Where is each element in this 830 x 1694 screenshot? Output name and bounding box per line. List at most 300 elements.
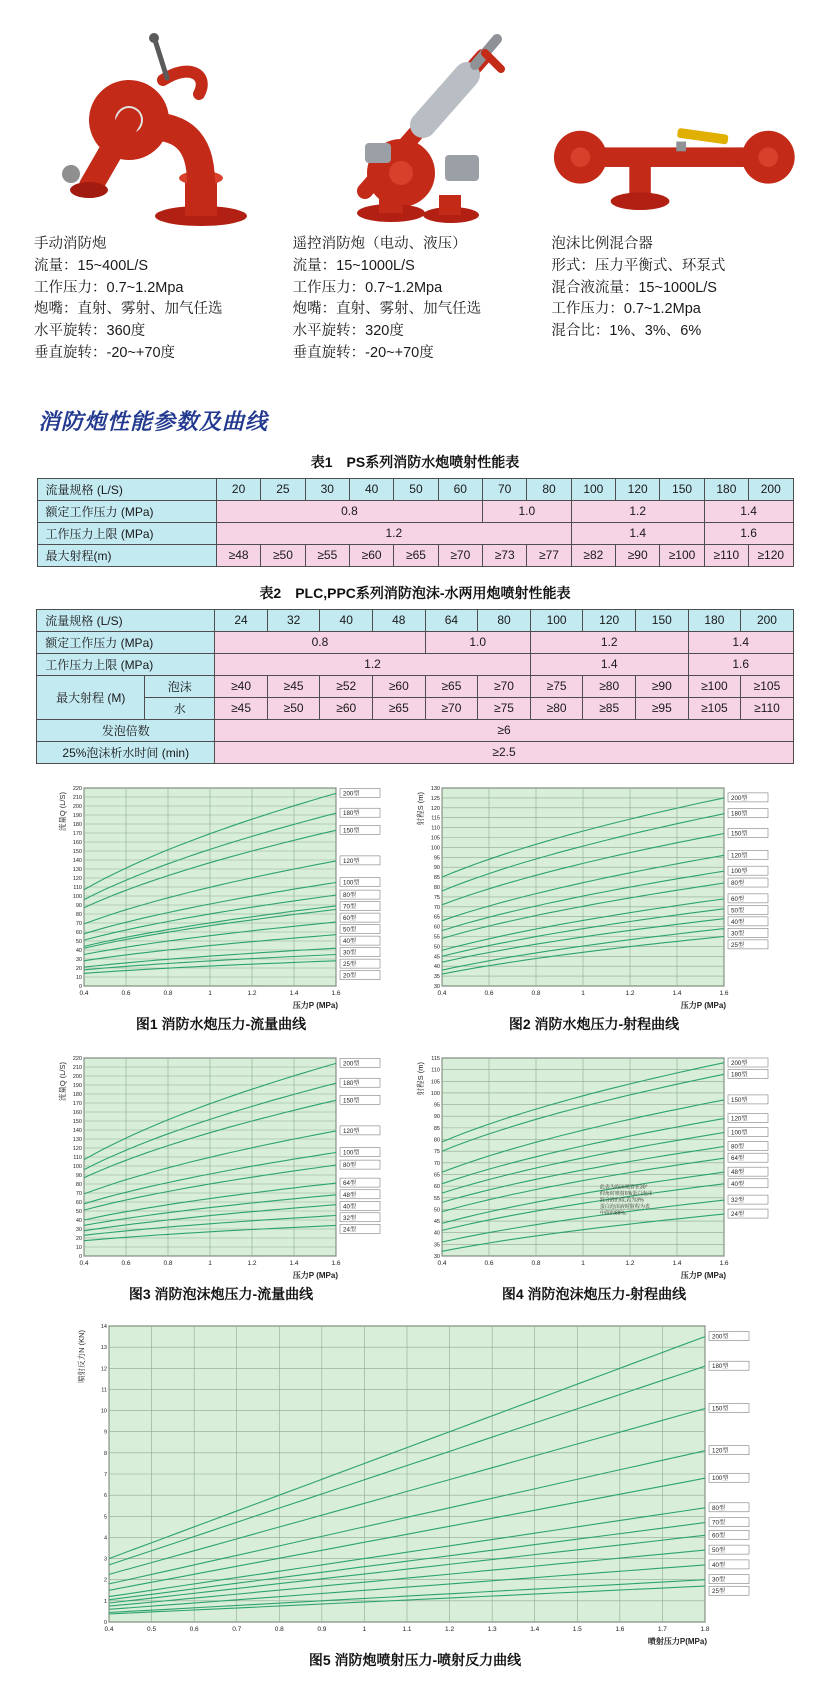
product-name: 手动消防炮: [34, 236, 107, 252]
svg-text:1.6: 1.6: [719, 989, 729, 997]
table-cell: ≥120: [749, 544, 793, 566]
svg-text:115: 115: [431, 815, 440, 822]
svg-text:1.2: 1.2: [247, 989, 257, 997]
svg-text:180: 180: [72, 821, 82, 828]
product-foam-proportioner: [551, 26, 796, 365]
svg-text:8: 8: [103, 1450, 107, 1457]
svg-text:80型: 80型: [731, 879, 745, 887]
svg-text:0: 0: [103, 1619, 107, 1626]
svg-text:1: 1: [208, 989, 212, 997]
table-cell: 100: [571, 478, 615, 500]
svg-text:45: 45: [433, 953, 440, 960]
table-cell: ≥100: [660, 544, 704, 566]
svg-text:1.4: 1.4: [672, 1259, 682, 1267]
table-cell: 1.6: [704, 522, 793, 544]
svg-text:60型: 60型: [731, 895, 745, 903]
svg-text:喷射反力N (KN): 喷射反力N (KN): [77, 1329, 86, 1383]
svg-text:70型: 70型: [712, 1519, 726, 1527]
table-cell: 1.4: [530, 653, 688, 675]
svg-text:70型: 70型: [343, 903, 357, 911]
svg-text:30: 30: [433, 1253, 440, 1260]
svg-text:1.5: 1.5: [572, 1625, 582, 1633]
svg-text:1.4: 1.4: [289, 1259, 299, 1267]
table-cell: 最大射程 (M): [37, 675, 145, 719]
table-cell: ≥55: [305, 544, 349, 566]
svg-text:1.1: 1.1: [402, 1625, 412, 1633]
svg-text:0: 0: [78, 983, 82, 990]
table-cell: 泡沫: [145, 675, 215, 697]
svg-text:0.6: 0.6: [121, 989, 131, 997]
svg-text:30: 30: [433, 983, 440, 990]
svg-text:70: 70: [75, 1190, 82, 1197]
charts-row-3: [0, 1318, 830, 1670]
svg-text:60: 60: [75, 929, 82, 936]
svg-text:80型: 80型: [343, 891, 357, 899]
svg-text:3: 3: [103, 1556, 107, 1563]
svg-text:170: 170: [72, 1100, 82, 1107]
table-cell: 1.4: [571, 522, 704, 544]
svg-text:140: 140: [72, 1127, 82, 1134]
svg-text:70: 70: [433, 1160, 440, 1167]
svg-text:48型: 48型: [343, 1191, 357, 1199]
table-cell: 流量规格 (L/S): [37, 609, 215, 631]
svg-text:85: 85: [433, 874, 440, 881]
svg-text:55: 55: [433, 1195, 440, 1202]
svg-text:0.6: 0.6: [484, 989, 494, 997]
product-spec-line: 炮嘴：直射、雾射、加气任选: [34, 301, 223, 318]
svg-text:80: 80: [433, 1137, 440, 1144]
table-cell: 工作压力上限 (MPa): [37, 653, 215, 675]
table1-water-monitor-performance: [0, 478, 830, 567]
svg-text:150: 150: [72, 848, 82, 855]
table-cell: ≥95: [635, 697, 688, 719]
table-cell: 100: [530, 609, 583, 631]
svg-text:120: 120: [430, 805, 440, 812]
svg-text:90: 90: [433, 1113, 440, 1120]
svg-text:35: 35: [433, 1241, 440, 1248]
table-row: [37, 522, 793, 544]
svg-text:200: 200: [72, 1073, 82, 1080]
svg-text:1.6: 1.6: [615, 1625, 625, 1633]
svg-text:1.7: 1.7: [657, 1625, 667, 1633]
svg-text:90: 90: [75, 902, 82, 909]
table-cell: ≥60: [349, 544, 393, 566]
svg-text:1.6: 1.6: [331, 1259, 341, 1267]
svg-text:25型: 25型: [712, 1587, 726, 1595]
svg-text:40型: 40型: [712, 1561, 726, 1569]
table-cell: ≥45: [267, 675, 320, 697]
figure-4: [414, 1050, 774, 1304]
svg-text:此表为泡沫喷管在30°: 此表为泡沫喷管在30°: [599, 1184, 648, 1191]
svg-text:0.4: 0.4: [437, 989, 447, 997]
figure-5: [75, 1318, 755, 1670]
svg-text:25型: 25型: [731, 941, 745, 949]
product-specs: [551, 256, 796, 343]
table-cell: ≥52: [320, 675, 373, 697]
svg-text:40: 40: [433, 963, 440, 970]
table-cell: ≥70: [425, 697, 478, 719]
svg-text:0.8: 0.8: [531, 1259, 541, 1267]
svg-text:190: 190: [72, 1082, 82, 1089]
svg-text:160: 160: [72, 1109, 82, 1116]
table-row: [37, 631, 794, 653]
svg-text:中值的88%。: 中值的88%。: [599, 1210, 630, 1217]
table-cell: ≥60: [373, 675, 426, 697]
svg-text:150型: 150型: [731, 830, 748, 838]
svg-text:1.4: 1.4: [672, 989, 682, 997]
product-spec-line: 水平旋转：320度: [292, 323, 404, 339]
table-cell: ≥2.5: [215, 741, 794, 763]
table-cell: 80: [478, 609, 531, 631]
table-cell: 额定工作压力 (MPa): [37, 631, 215, 653]
section-title: 消防炮性能参数及曲线: [38, 408, 269, 434]
product-photo-remote-monitor: [293, 26, 538, 228]
svg-text:30: 30: [75, 956, 82, 963]
svg-text:25型: 25型: [343, 960, 357, 968]
product-spec-line: 流量：15~400L/S: [34, 257, 149, 274]
table-cell: ≥75: [478, 697, 531, 719]
product-name: 遥控消防炮（电动、液压）: [292, 236, 467, 252]
svg-text:1.2: 1.2: [625, 989, 635, 997]
svg-text:120型: 120型: [731, 1115, 748, 1123]
table-cell: 最大射程(m): [37, 544, 216, 566]
product-specs: [34, 256, 279, 365]
svg-text:24型: 24型: [343, 1225, 357, 1233]
product-spec-line: 工作压力：0.7~1.2Mpa: [551, 301, 701, 318]
table-cell: ≥48: [216, 544, 260, 566]
svg-text:40型: 40型: [731, 1180, 745, 1188]
svg-text:20: 20: [75, 965, 82, 972]
table-cell: 水: [145, 697, 215, 719]
svg-text:110: 110: [431, 1067, 440, 1074]
table-cell: 1.2: [216, 522, 571, 544]
svg-text:75: 75: [433, 1148, 440, 1155]
svg-text:120: 120: [72, 875, 82, 882]
svg-text:2: 2: [103, 1577, 107, 1584]
figure-2: [414, 780, 774, 1034]
table-row: [37, 741, 794, 763]
figure-5-caption: 图5 消防炮喷射压力-喷射反力曲线: [308, 1651, 522, 1668]
table-cell: ≥65: [425, 675, 478, 697]
svg-text:1.3: 1.3: [487, 1625, 497, 1633]
svg-text:48型: 48型: [731, 1168, 745, 1176]
charts-row-2: [0, 1050, 830, 1304]
table-cell: 发泡倍数: [37, 719, 215, 741]
svg-text:30: 30: [75, 1226, 82, 1233]
svg-text:30型: 30型: [731, 929, 745, 937]
svg-text:蛋白泡沫液时射程为表: 蛋白泡沫液时射程为表: [599, 1203, 650, 1210]
table-cell: 1.0: [425, 631, 530, 653]
svg-text:0.4: 0.4: [79, 1259, 89, 1267]
product-spec-line: 工作压力：0.7~1.2Mpa: [34, 279, 184, 296]
svg-text:50: 50: [433, 1206, 440, 1213]
svg-text:0.5: 0.5: [147, 1625, 157, 1633]
svg-text:40型: 40型: [343, 1202, 357, 1210]
chart-foam-pressure-range: [414, 1050, 774, 1282]
svg-text:1.2: 1.2: [247, 1259, 257, 1267]
table-cell: 32: [267, 609, 320, 631]
table-cell: 200: [749, 478, 793, 500]
svg-text:喷射压力P(MPa): 喷射压力P(MPa): [647, 1636, 707, 1646]
svg-text:100: 100: [72, 1163, 82, 1170]
svg-text:70: 70: [75, 920, 82, 927]
svg-text:210: 210: [72, 794, 82, 801]
table-cell: 180: [704, 478, 748, 500]
svg-text:130: 130: [430, 785, 440, 792]
svg-text:32型: 32型: [343, 1214, 357, 1222]
svg-text:20型: 20型: [343, 972, 357, 980]
svg-text:1: 1: [362, 1625, 367, 1633]
table-cell: 1.6: [688, 653, 793, 675]
svg-text:1.6: 1.6: [331, 989, 341, 997]
svg-text:150型: 150型: [731, 1096, 748, 1104]
product-spec-line: 混合比：1%、3%、6%: [551, 323, 702, 339]
svg-text:0.7: 0.7: [232, 1625, 242, 1633]
svg-text:30型: 30型: [712, 1576, 726, 1584]
svg-text:7: 7: [103, 1471, 107, 1478]
table-row: [37, 500, 793, 522]
svg-text:0: 0: [78, 1253, 82, 1260]
svg-text:64型: 64型: [731, 1154, 745, 1162]
svg-text:11: 11: [101, 1386, 107, 1393]
table-cell: 120: [583, 609, 636, 631]
svg-text:10: 10: [100, 1408, 107, 1415]
svg-text:9: 9: [103, 1429, 107, 1436]
svg-text:80型: 80型: [343, 1161, 357, 1169]
table-row: [37, 478, 793, 500]
svg-text:80: 80: [75, 1181, 82, 1188]
svg-text:50型: 50型: [731, 906, 745, 914]
table-cell: ≥73: [482, 544, 526, 566]
table-row: [37, 675, 794, 697]
product-spec-line: 水平旋转：360度: [34, 323, 146, 339]
svg-text:180型: 180型: [731, 810, 748, 818]
svg-text:105: 105: [430, 835, 440, 841]
svg-text:0.8: 0.8: [531, 989, 541, 997]
svg-text:14: 14: [100, 1323, 107, 1330]
table-cell: ≥75: [530, 675, 583, 697]
svg-text:200型: 200型: [731, 794, 748, 802]
chart-foam-pressure-flow: [56, 1050, 386, 1282]
svg-text:180型: 180型: [731, 1071, 748, 1078]
svg-text:1.4: 1.4: [530, 1625, 540, 1633]
table-cell: ≥70: [438, 544, 482, 566]
svg-text:6: 6: [103, 1492, 107, 1499]
product-remote-monitor: [293, 26, 538, 365]
table-cell: ≥100: [688, 675, 741, 697]
svg-text:40: 40: [75, 1217, 82, 1224]
svg-text:0.9: 0.9: [317, 1625, 327, 1633]
figure-2-caption: 图2 消防水炮压力-射程曲线: [508, 1015, 680, 1032]
svg-text:95: 95: [433, 1102, 440, 1109]
svg-text:120型: 120型: [343, 1127, 360, 1135]
foam-proportioner-illustration: [551, 103, 796, 228]
table-cell: ≥40: [215, 675, 268, 697]
figure-1-caption: 图1 消防水炮压力-流量曲线: [135, 1015, 307, 1032]
svg-text:压力P (MPa): 压力P (MPa): [680, 1270, 726, 1280]
svg-text:150: 150: [72, 1118, 82, 1125]
svg-text:1: 1: [103, 1598, 107, 1605]
svg-text:100: 100: [430, 1090, 440, 1097]
svg-text:200型: 200型: [731, 1059, 748, 1067]
table-cell: ≥90: [616, 544, 660, 566]
svg-text:50: 50: [433, 943, 440, 950]
table-cell: 0.8: [216, 500, 482, 522]
svg-text:200型: 200型: [712, 1333, 729, 1341]
svg-text:125: 125: [430, 795, 440, 802]
svg-text:190: 190: [72, 812, 82, 819]
svg-text:压力P (MPa): 压力P (MPa): [680, 1000, 726, 1010]
table1-title: 表1 PS系列消防水炮喷射性能表: [310, 453, 520, 470]
table-cell: ≥6: [215, 719, 794, 741]
svg-text:140: 140: [72, 857, 82, 864]
table-cell: ≥82: [571, 544, 615, 566]
svg-text:80: 80: [75, 911, 82, 918]
manual-monitor-illustration: [51, 28, 261, 228]
svg-text:1.2: 1.2: [445, 1625, 455, 1633]
table-row: [37, 609, 794, 631]
table-cell: 25%泡沫析水时间 (min): [37, 741, 215, 763]
svg-text:压力P (MPa): 压力P (MPa): [292, 1270, 338, 1280]
svg-text:0.8: 0.8: [274, 1625, 284, 1633]
svg-text:1.2: 1.2: [625, 1259, 635, 1267]
table-cell: ≥80: [530, 697, 583, 719]
svg-text:120型: 120型: [731, 851, 748, 859]
svg-text:170: 170: [72, 830, 82, 837]
table-cell: 80: [527, 478, 571, 500]
svg-text:射程S (m): 射程S (m): [416, 1061, 425, 1095]
svg-text:210: 210: [72, 1064, 82, 1071]
table-cell: 1.4: [704, 500, 793, 522]
product-name: 泡沫比例混合器: [551, 236, 653, 252]
table-cell: 1.2: [215, 653, 531, 675]
svg-text:220: 220: [72, 1055, 82, 1062]
table-cell: 工作压力上限 (MPa): [37, 522, 216, 544]
table2-foam-water-monitor-performance: [0, 609, 830, 764]
product-spec-line: 形式：压力平衡式、环泵式: [551, 257, 726, 274]
charts-row-1: [0, 780, 830, 1034]
figure-3: [56, 1050, 386, 1304]
svg-text:60: 60: [433, 924, 440, 931]
table-cell: 200: [741, 609, 794, 631]
svg-text:1.8: 1.8: [700, 1625, 710, 1633]
product-specs: [293, 256, 538, 365]
svg-text:0.4: 0.4: [437, 1259, 447, 1267]
svg-text:流量Q (L/S): 流量Q (L/S): [58, 1061, 67, 1101]
svg-text:150型: 150型: [343, 1096, 360, 1104]
svg-text:35: 35: [433, 973, 440, 980]
figure-1: [56, 780, 386, 1034]
svg-text:130: 130: [72, 1136, 82, 1143]
table-cell: 120: [616, 478, 660, 500]
table-cell: ≥110: [704, 544, 748, 566]
svg-text:105: 105: [430, 1078, 440, 1085]
svg-text:100型: 100型: [343, 879, 360, 886]
svg-text:180型: 180型: [712, 1362, 729, 1370]
svg-text:150型: 150型: [712, 1404, 729, 1412]
svg-text:0.8: 0.8: [163, 1259, 173, 1267]
svg-text:40: 40: [433, 1230, 440, 1237]
product-spec-line: 垂直旋转：-20~+70度: [34, 344, 176, 361]
svg-text:130: 130: [72, 866, 82, 873]
table-cell: ≥105: [741, 675, 794, 697]
svg-text:1: 1: [581, 989, 585, 997]
svg-text:100型: 100型: [731, 867, 748, 875]
table-cell: 70: [482, 478, 526, 500]
table-cell: 60: [438, 478, 482, 500]
svg-text:60: 60: [75, 1199, 82, 1206]
svg-text:180型: 180型: [343, 809, 360, 817]
table-cell: 150: [635, 609, 688, 631]
svg-text:0.4: 0.4: [104, 1625, 114, 1633]
table-cell: 180: [688, 609, 741, 631]
svg-text:115: 115: [431, 1055, 440, 1062]
svg-text:55: 55: [433, 934, 440, 940]
table-cell: ≥60: [320, 697, 373, 719]
svg-text:65: 65: [433, 1171, 440, 1178]
table-cell: 1.2: [530, 631, 688, 653]
table-cell: ≥65: [394, 544, 438, 566]
svg-text:60型: 60型: [712, 1531, 726, 1539]
svg-text:180型: 180型: [343, 1079, 360, 1087]
svg-text:混合液的值,若为3%: 混合液的值,若为3%: [599, 1197, 644, 1204]
table-row: [37, 653, 794, 675]
svg-text:200: 200: [72, 803, 82, 810]
svg-text:压力P (MPa): 压力P (MPa): [292, 1000, 338, 1010]
svg-text:100: 100: [72, 893, 82, 900]
svg-text:24型: 24型: [731, 1210, 745, 1218]
svg-text:110: 110: [73, 1154, 82, 1161]
svg-text:80: 80: [433, 884, 440, 891]
svg-text:100型: 100型: [343, 1149, 360, 1156]
svg-text:110: 110: [73, 884, 82, 891]
product-photo-foam-proportioner: [551, 26, 796, 228]
table-cell: 0.8: [215, 631, 425, 653]
table-cell: 24: [215, 609, 268, 631]
svg-text:10: 10: [75, 1244, 82, 1251]
product-photo-manual-monitor: [34, 26, 279, 228]
svg-text:4: 4: [103, 1534, 107, 1541]
svg-text:100型: 100型: [712, 1474, 729, 1482]
svg-text:50型: 50型: [343, 926, 357, 934]
table-cell: 额定工作压力 (MPa): [37, 500, 216, 522]
svg-text:5: 5: [103, 1513, 107, 1520]
table-cell: ≥85: [583, 697, 636, 719]
svg-text:20: 20: [75, 1235, 82, 1242]
svg-text:50: 50: [75, 1208, 82, 1215]
table2-title: 表2 PLC,PPC系列消防泡沫-水两用炮喷射性能表: [259, 584, 571, 601]
svg-text:10: 10: [75, 974, 82, 981]
svg-text:1: 1: [208, 1259, 212, 1267]
table-cell: ≥70: [478, 675, 531, 697]
svg-text:0.6: 0.6: [484, 1259, 494, 1267]
svg-text:50型: 50型: [712, 1546, 726, 1554]
svg-text:60型: 60型: [343, 914, 357, 922]
svg-text:200型: 200型: [343, 1059, 360, 1067]
table-cell: ≥45: [215, 697, 268, 719]
product-spec-line: 炮嘴：直射、雾射、加气任选: [292, 301, 482, 318]
table-cell: ≥77: [527, 544, 571, 566]
svg-text:120: 120: [72, 1145, 82, 1152]
svg-text:1: 1: [581, 1259, 585, 1267]
svg-text:13: 13: [100, 1344, 107, 1351]
table-cell: 64: [425, 609, 478, 631]
table-cell: 30: [305, 478, 349, 500]
product-manual-monitor: [34, 26, 279, 365]
table-cell: ≥110: [741, 697, 794, 719]
table-cell: 48: [373, 609, 426, 631]
svg-text:60: 60: [433, 1183, 440, 1190]
